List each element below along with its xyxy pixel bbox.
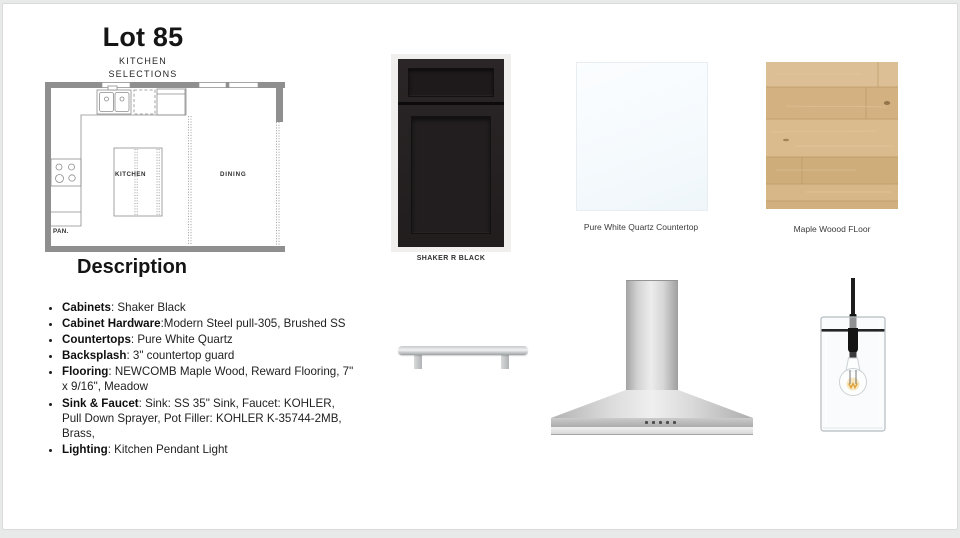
countertop-sample-label: Pure White Quartz Countertop bbox=[583, 222, 699, 232]
item-label: Lighting bbox=[62, 442, 108, 456]
hood-button bbox=[666, 421, 669, 424]
header bbox=[58, 22, 228, 79]
hood-duct bbox=[626, 280, 678, 391]
countertop-sample-image[interactable] bbox=[576, 62, 708, 211]
description-heading: Description bbox=[77, 256, 188, 278]
cabinet-pull-image[interactable] bbox=[398, 344, 528, 370]
description-item-countertops bbox=[62, 332, 357, 347]
floor-plan-dashed-lines bbox=[135, 116, 279, 245]
pull-post-right bbox=[501, 354, 509, 369]
floor-plan-kitchen-label: KITCHEN bbox=[115, 171, 146, 178]
wood-floor-sample-label: Maple Woood FLoor bbox=[793, 224, 871, 234]
item-text: : Pure White Quartz bbox=[130, 333, 233, 347]
pull-bar bbox=[398, 346, 528, 355]
board-page bbox=[2, 3, 958, 530]
range-hood-image[interactable] bbox=[551, 274, 753, 434]
item-label: Cabinets bbox=[62, 301, 111, 314]
hood-button bbox=[652, 421, 655, 424]
item-label: Flooring bbox=[62, 365, 109, 379]
item-text: : Kitchen Pendant Light bbox=[107, 442, 228, 456]
item-text: : 3" countertop guard bbox=[126, 349, 235, 363]
description-item-backsplash bbox=[62, 348, 357, 363]
item-label: Cabinet Hardware bbox=[62, 317, 161, 331]
pull-post-left bbox=[414, 354, 422, 369]
floor-plan-dining-label: DINING bbox=[220, 171, 247, 178]
description-item-cabinets bbox=[62, 300, 357, 315]
page-subtitle-line2: SELECTIONS bbox=[108, 69, 178, 79]
item-text: : NEWCOMB Maple Wood, Reward Flooring, 7" x 9/16", Meadow bbox=[62, 365, 354, 394]
item-label: Sink & Faucet bbox=[62, 396, 139, 410]
item-text: : Sink: SS 35" Sink, Faucet: KOHLER, Pull Down Sprayer, Pot Filler: KOHLER K-35744-2MB, Brass, bbox=[62, 396, 342, 440]
hood-bottom-lip bbox=[551, 427, 753, 435]
floor-plan-image[interactable] bbox=[45, 82, 287, 252]
pendant-light-image[interactable] bbox=[807, 278, 899, 436]
description-item-sink-faucet bbox=[62, 396, 357, 441]
cabinet-gap-line bbox=[398, 102, 504, 105]
hood-button bbox=[659, 421, 662, 424]
item-text: : Shaker Black bbox=[110, 301, 186, 314]
wood-floor-sample-image[interactable] bbox=[766, 62, 898, 209]
description-item-lighting bbox=[62, 442, 357, 457]
page-subtitle-line1: KITCHEN bbox=[119, 56, 167, 66]
pendant-socket bbox=[848, 328, 858, 354]
pendant-rod bbox=[851, 278, 855, 320]
item-label: Backsplash bbox=[62, 349, 127, 363]
hood-control-buttons bbox=[645, 421, 676, 424]
description-list bbox=[45, 300, 357, 458]
hood-button bbox=[673, 421, 676, 424]
floor-plan-pantry-label: PAN. bbox=[53, 228, 69, 235]
cabinet-sample-image[interactable] bbox=[391, 54, 511, 252]
cabinet-door-panel bbox=[411, 116, 491, 234]
hood-button bbox=[645, 421, 648, 424]
cabinet-sample-label: SHAKER R BLACK bbox=[416, 255, 486, 262]
item-label: Countertops bbox=[62, 333, 131, 347]
cabinet-drawer-panel bbox=[408, 68, 494, 97]
description-item-flooring bbox=[62, 364, 357, 394]
item-text: :Modern Steel pull-305, Brushed SS bbox=[160, 317, 346, 331]
cabinet-front bbox=[398, 59, 504, 247]
hood-canopy bbox=[551, 390, 753, 418]
floor-plan-counters bbox=[51, 86, 186, 226]
description-item-cabinet-hardware bbox=[62, 316, 357, 331]
page-title: Lot 85 bbox=[102, 22, 184, 52]
